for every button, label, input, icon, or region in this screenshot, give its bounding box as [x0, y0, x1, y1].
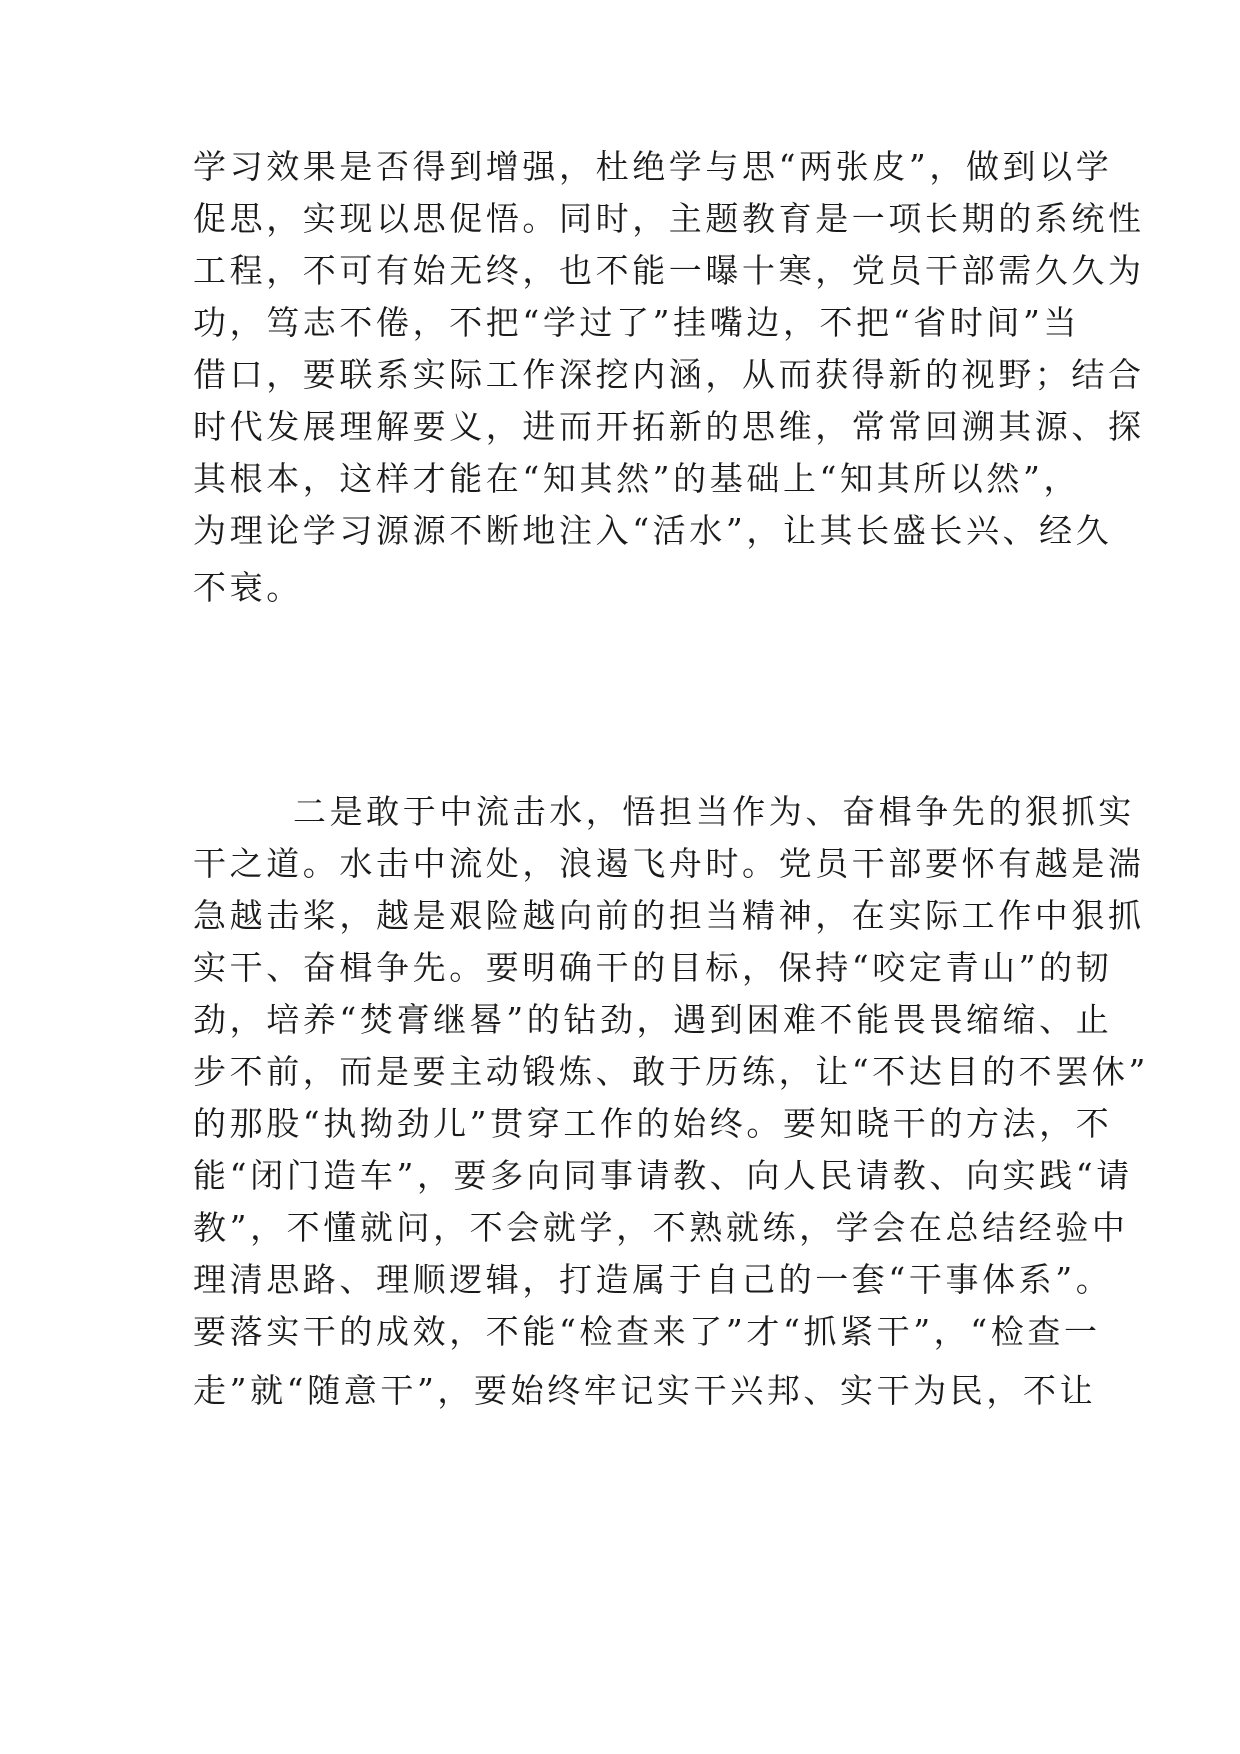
- text-line: 学习效果是否得到增强，杜绝学与思“两张皮”，做到以学: [193, 147, 1113, 186]
- text-line: 理清思路、理顺逻辑，打造属于自己的一套“干事体系”。: [193, 1260, 1113, 1299]
- text-line: 急越击桨，越是艰险越向前的担当精神，在实际工作中狠抓: [193, 896, 1145, 935]
- text-line: 实干、奋楫争先。要明确干的目标，保持“咬定青山”的韧: [193, 948, 1113, 987]
- text-line: 为理论学习源源不断地注入“活水”，让其长盛长兴、经久: [193, 511, 1113, 550]
- text-line: 功，笃志不倦，不把“学过了”挂嘴边，不把“省时间”当: [193, 303, 1081, 342]
- text-line: 要落实干的成效，不能“检查来了”才“抓紧干”，“检查一: [193, 1312, 1101, 1351]
- text-line: 工程，不可有始无终，也不能一曝十寒，党员干部需久久为: [193, 251, 1145, 290]
- paragraph-first-line: 二是敢于中流击水，悟担当作为、奋楫争先的狠抓实: [293, 792, 1135, 831]
- text-line: 步不前，而是要主动锻炼、敢于历练，让“不达目的不罢休”: [193, 1052, 1149, 1091]
- text-line: 时代发展理解要义，进而开拓新的思维，常常回溯其源、探: [193, 407, 1145, 446]
- text-line: 干之道。水击中流处，浪遏飞舟时。党员干部要怀有越是湍: [193, 844, 1145, 883]
- text-line: 走”就“随意干”，要始终牢记实干兴邦、实干为民，不让: [193, 1371, 1097, 1410]
- text-line: 其根本，这样才能在“知其然”的基础上“知其所以然”，: [193, 459, 1081, 498]
- text-line: 的那股“执拗劲儿”贯穿工作的始终。要知晓干的方法，不: [193, 1104, 1113, 1143]
- text-line: 借口，要联系实际工作深挖内涵，从而获得新的视野；结合: [193, 355, 1145, 394]
- text-line: 劲，培养“焚膏继晷”的钻劲，遇到困难不能畏畏缩缩、止: [193, 1000, 1113, 1039]
- text-line: 不衰。: [193, 568, 303, 607]
- text-line: 促思，实现以思促悟。同时，主题教育是一项长期的系统性: [193, 199, 1145, 238]
- text-line: 能“闭门造车”，要多向同事请教、向人民请教、向实践“请: [193, 1156, 1133, 1195]
- text-line: 教”，不懂就问，不会就学，不熟就练，学会在总结经验中: [193, 1208, 1129, 1247]
